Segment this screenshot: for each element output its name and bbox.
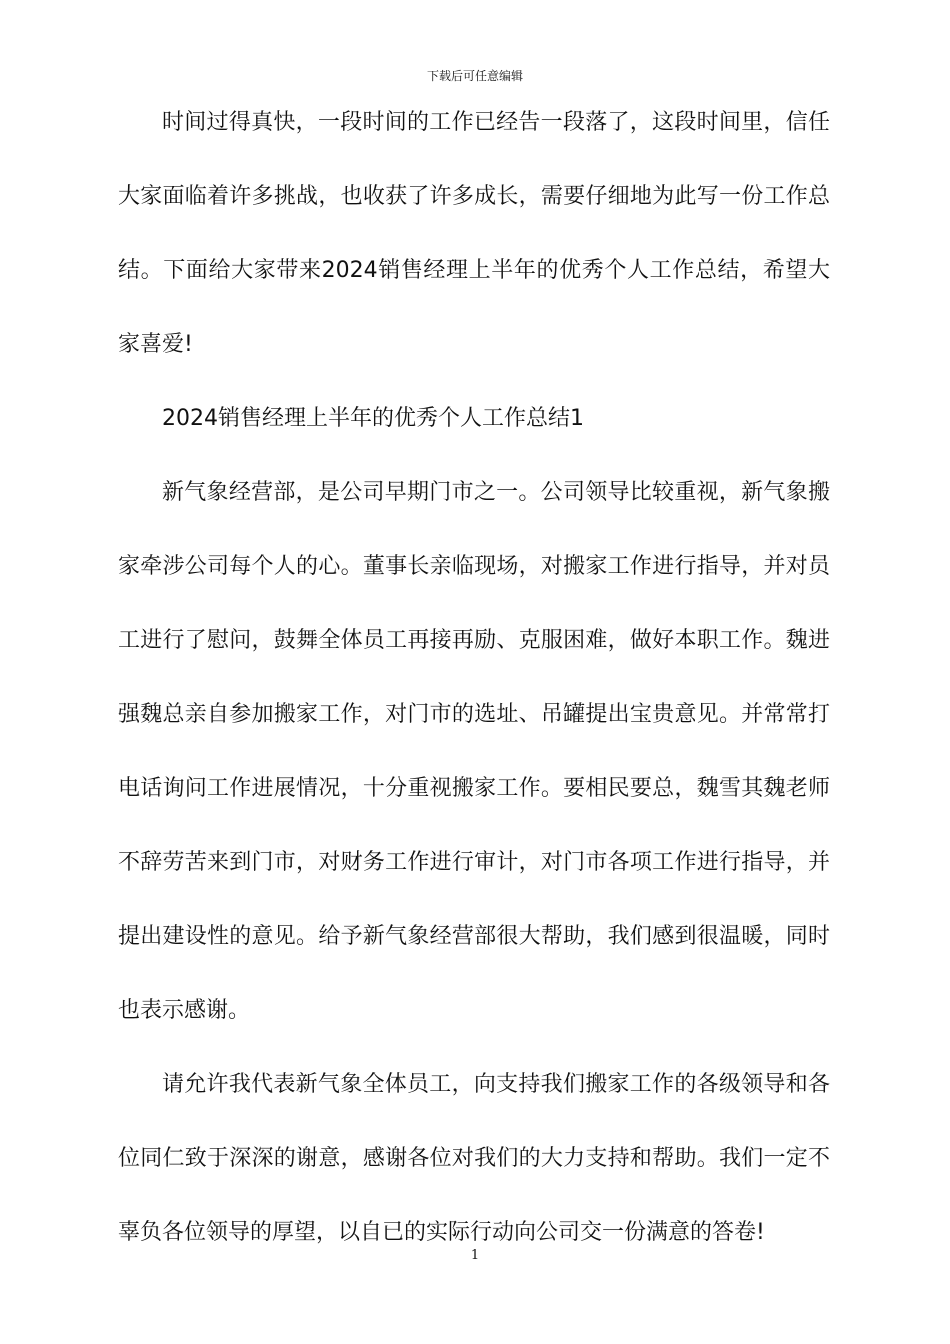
page-number: 1 (470, 1248, 480, 1263)
document-body (118, 86, 830, 1270)
intro-paragraph: 时间过得真快，一段时间的工作已经告一段落了，这段时间里，信任大家面临着许多挑战，也收获了许多成长，需要仔细地为此写一份工作总结。下面给大家带来2024销售经理上半年的优秀个人工作总结，希望大家喜爱! (118, 110, 830, 357)
header-note: 下载后可任意编辑 (426, 69, 523, 83)
section-heading: 2024销售经理上半年的优秀个人工作总结1 (162, 406, 584, 431)
body-paragraph-1: 新气象经营部，是公司早期门市之一。公司领导比较重视，新气象搬家牵涉公司每个人的心。董事长亲临现场，对搬家工作进行指导，并对员工进行了慰问，鼓舞全体员工再接再励、克服困难，做好本职工作。魏进强魏总亲自参加搬家工作，对门市的选址、吊罐提出宝贵意见。并常常打电话询问工作进展情况，十分重视搬家工作。要相民要总，魏雪其魏老师不辞劳苦来到门市，对财务工作进行审计，对门市各项工作进行指导，并提出建设性的意见。给予新气象经营部很大帮助，我们感到很温暖，同时也表示感谢。 (118, 480, 830, 1023)
body-paragraph-2: 请允许我代表新气象全体员工，向支持我们搬家工作的各级领导和各位同仁致于深深的谢意，感谢各位对我们的大力支持和帮助。我们一定不辜负各位领导的厚望，以自已的实际行动向公司交一份满意的答卷! (118, 1072, 830, 1245)
